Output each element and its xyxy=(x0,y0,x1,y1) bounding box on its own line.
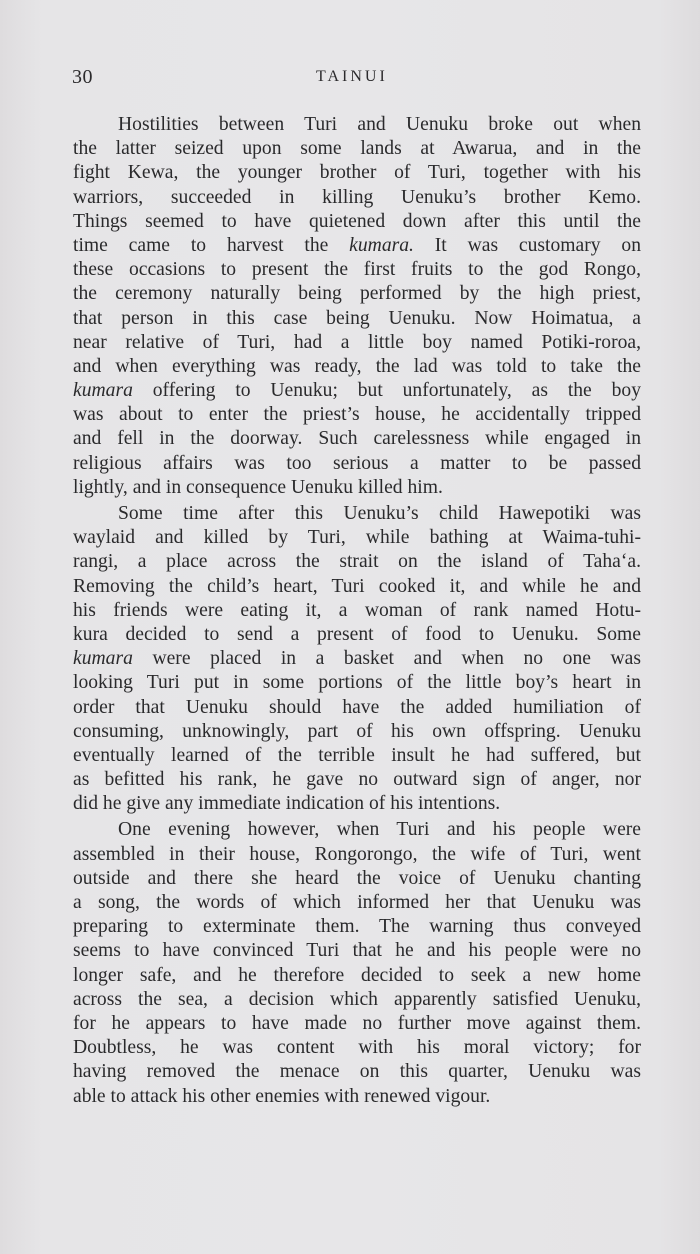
text-run: was about to enter the priest’s house, he accidentally tripped xyxy=(73,404,641,426)
text-line xyxy=(73,843,641,867)
running-head xyxy=(72,66,642,92)
text-line xyxy=(73,867,641,891)
text-run: longer safe, and he therefore decided to seek a new home xyxy=(73,964,641,986)
text-line xyxy=(73,550,641,574)
text-line xyxy=(73,647,641,671)
text-run: eventually learned of the terrible insult he had suffered, but xyxy=(73,744,641,766)
text-run: warriors, succeeded in killing Uenuku’s brother Kemo. xyxy=(73,186,641,208)
text-line xyxy=(73,1060,641,1084)
text-run: the ceremony naturally being performed by the high priest, xyxy=(73,283,641,305)
text-run: kura decided to send a present of food to Uenuku. Some xyxy=(73,623,641,645)
running-title: TAINUI xyxy=(316,68,388,85)
text-run: and fell in the doorway. Such carelessness while engaged in xyxy=(73,428,641,450)
italic-term: kumara. xyxy=(349,234,414,256)
text-line xyxy=(73,696,641,720)
text-line xyxy=(73,307,641,331)
text-line xyxy=(73,161,641,185)
text-run: looking Turi put in some portions of the little boy’s heart in xyxy=(73,672,641,694)
text-run: waylaid and killed by Turi, while bathing at Waima-tuhi- xyxy=(73,527,641,549)
text-line xyxy=(73,1036,641,1060)
text-line xyxy=(73,234,641,258)
text-line xyxy=(73,915,641,939)
text-line xyxy=(73,891,641,915)
text-line xyxy=(73,964,641,988)
text-run: offering to Uenuku; but unfortunately, as the boy xyxy=(132,380,641,402)
text-run: across the sea, a decision which apparently satisfied Uenuku, xyxy=(73,988,641,1010)
text-run: able to attack his other enemies with renewed vigour. xyxy=(73,1085,491,1107)
text-line xyxy=(73,988,641,1012)
text-line xyxy=(73,1012,641,1036)
text-line xyxy=(73,939,641,963)
text-line xyxy=(73,186,641,210)
text-line xyxy=(73,818,641,842)
text-line xyxy=(73,113,641,137)
text-line xyxy=(73,599,641,623)
text-run: and when everything was ready, the lad was told to take the xyxy=(73,355,641,377)
text-run: his friends were eating it, a woman of rank named Hotu- xyxy=(73,599,641,621)
text-line xyxy=(73,452,641,476)
text-run: assembled in their house, Rongorongo, the wife of Turi, went xyxy=(73,843,641,865)
text-run: One evening however, when Turi and his people were xyxy=(118,819,641,841)
text-line xyxy=(73,355,641,379)
text-line xyxy=(73,331,641,355)
text-run: seems to have convinced Turi that he and his people were no xyxy=(73,940,641,962)
text-run: lightly, and in consequence Uenuku killed him. xyxy=(73,476,443,498)
text-line xyxy=(73,744,641,768)
text-line xyxy=(73,1085,641,1109)
paragraph xyxy=(73,502,641,816)
text-line xyxy=(73,427,641,451)
text-run: Things seemed to have quietened down after this until the xyxy=(73,210,641,232)
text-line xyxy=(73,768,641,792)
italic-term: kumara xyxy=(73,648,133,670)
text-line xyxy=(73,792,641,816)
text-line xyxy=(73,258,641,282)
text-run: a song, the words of which informed her that Uenuku was xyxy=(73,892,641,913)
text-line xyxy=(73,210,641,234)
paragraph xyxy=(73,113,641,500)
text-run: time came to harvest the xyxy=(73,234,350,256)
text-line xyxy=(73,623,641,647)
text-run: that person in this case being Uenuku. Now Hoimatua, a xyxy=(73,307,641,329)
text-run: these occasions to present the first fruits to the god Rongo, xyxy=(73,259,641,281)
text-line xyxy=(73,526,641,550)
text-run: Hostilities between Turi and Uenuku broke out when xyxy=(118,114,641,135)
text-line xyxy=(73,671,641,695)
text-run: order that Uenuku should have the added humiliation of xyxy=(73,696,641,718)
text-run: as befitted his rank, he gave no outward sign of anger, nor xyxy=(73,769,641,791)
text-line xyxy=(73,282,641,306)
text-line xyxy=(73,502,641,526)
text-run: the latter seized upon some lands at Awarua, and in the xyxy=(73,138,641,160)
text-line xyxy=(73,403,641,427)
text-run: having removed the menace on this quarter, Uenuku was xyxy=(73,1061,641,1083)
text-run: Removing the child’s heart, Turi cooked it, and while he and xyxy=(73,575,641,597)
text-line xyxy=(73,476,641,500)
text-run: fight Kewa, the younger brother of Turi, together with his xyxy=(73,162,641,184)
text-run: for he appears to have made no further move against them. xyxy=(73,1012,641,1034)
text-run: near relative of Turi, had a little boy named Potiki-roroa, xyxy=(73,331,641,353)
paragraph xyxy=(73,818,641,1108)
text-line xyxy=(73,575,641,599)
text-line xyxy=(73,137,641,161)
page-number: 30 xyxy=(72,66,93,88)
text-run: rangi, a place across the strait on the island of Taha‘a. xyxy=(73,551,641,573)
text-run: Some time after this Uenuku’s child Hawepotiki was xyxy=(118,503,641,524)
body-text xyxy=(73,113,641,1109)
text-run: religious affairs was too serious a matter to be passed xyxy=(73,452,641,474)
text-run: preparing to exterminate them. The warning thus conveyed xyxy=(73,916,641,938)
italic-term: kumara xyxy=(73,380,133,402)
text-run: consuming, unknowingly, part of his own offspring. Uenuku xyxy=(73,720,641,742)
text-run: outside and there she heard the voice of Uenuku chanting xyxy=(73,867,641,889)
text-line xyxy=(73,720,641,744)
text-run: did he give any immediate indication of his intentions. xyxy=(73,793,501,815)
text-run: It was customary on xyxy=(413,234,641,256)
text-run: were placed in a basket and when no one was xyxy=(132,648,641,670)
text-line xyxy=(73,379,641,403)
text-run: Doubtless, he was content with his moral victory; for xyxy=(73,1037,641,1059)
